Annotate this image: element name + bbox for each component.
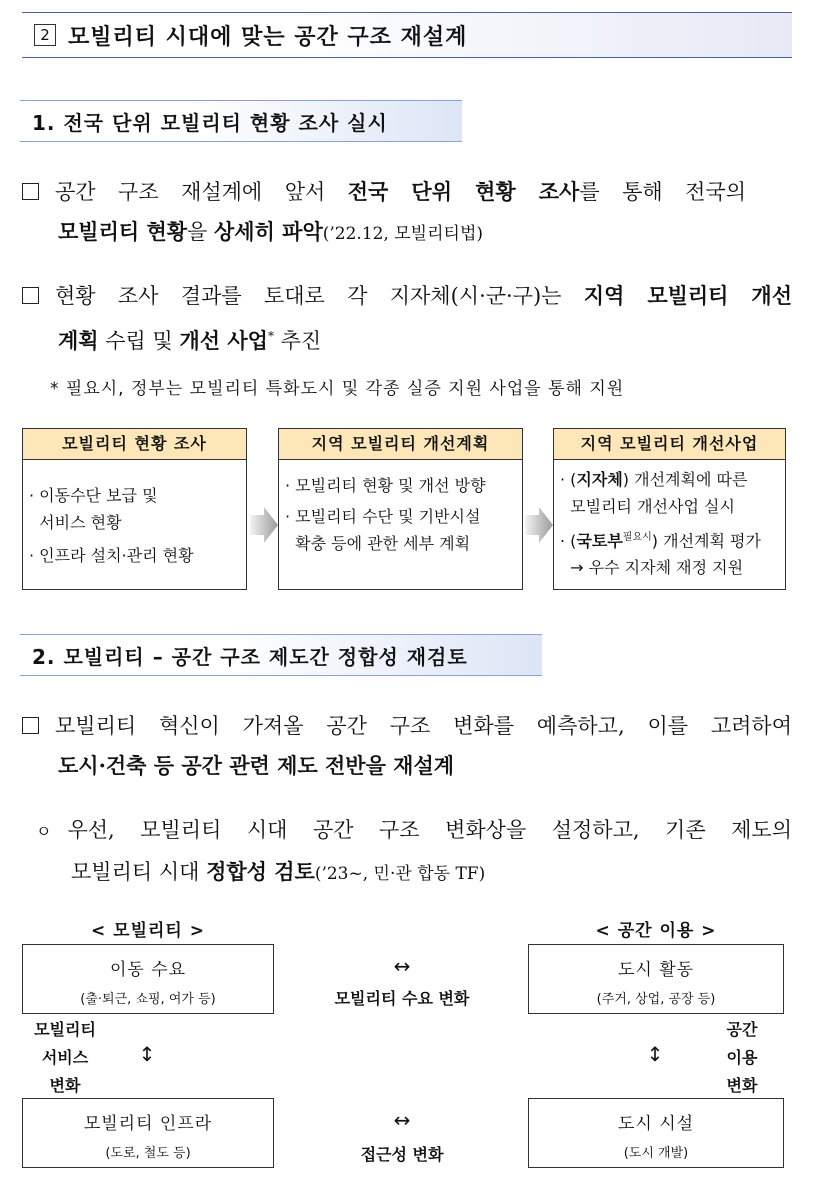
text: 을	[187, 220, 214, 244]
section-title-bar	[22, 12, 792, 58]
text: 모빌리티	[34, 1020, 96, 1039]
flow-box-survey	[22, 428, 247, 590]
text: 변화	[49, 1076, 81, 1095]
mobility-demand-change-label: 모빌리티 수요 변화	[334, 989, 470, 1008]
text: ) 개선계획에 따른	[622, 470, 748, 489]
checkbox-bullet	[22, 717, 39, 734]
box-title: 도시 활동	[617, 960, 695, 980]
subsection-1-title: 1. 전국 단위 모빌리티 현황 조사 실시	[20, 100, 462, 142]
left-side-label	[20, 1016, 110, 1100]
flow-box-header: 지역 모빌리티 개선계획	[279, 429, 522, 460]
text: 변화	[726, 1076, 758, 1095]
paragraph-4	[36, 810, 796, 894]
bidirectional-arrow-icon: ↔	[393, 954, 411, 978]
box-title: 이동 수요	[109, 960, 187, 980]
section-number: 2	[34, 24, 56, 46]
right-arrow-icon	[525, 505, 555, 545]
box-mobility-infra	[22, 1098, 274, 1168]
flow-item: 확충 등에 관한 세부 계획	[285, 534, 471, 553]
bidirectional-arrow-icon: ↔	[393, 1108, 411, 1132]
vertical-arrow-icon: ↕	[646, 1042, 664, 1066]
flow-item: → 우수 지자체 재정 지원	[560, 558, 744, 578]
footnote: * 필요시, 정부는 모빌리티 특화도시 및 각종 실증 지원 사업을 통해 지원	[50, 379, 625, 399]
text: 모빌리티 혁신이 가져올 공간 구조 변화를 예측하고, 이를 고려하여	[55, 714, 792, 738]
paragraph-2	[22, 276, 798, 361]
flow-item: · 모빌리티 수단 및 기반시설	[285, 507, 481, 526]
right-side-label	[710, 1016, 774, 1100]
bold-text: 개선 사업	[179, 328, 268, 353]
right-arrow-icon	[250, 505, 280, 545]
text: 우선, 모빌리티 시대 공간 구조 변화상을 설정하고, 기존 제도의	[67, 818, 792, 842]
box-mobility-demand	[22, 944, 274, 1014]
text: · (	[560, 531, 577, 551]
text: 모빌리티 시대	[71, 860, 207, 884]
subsection-2-title: 2. 모빌리티 – 공간 구조 제도간 정합성 재검토	[20, 634, 542, 676]
flow-item: · 이동수단 보급 및	[29, 486, 158, 505]
footnote-mark: *	[267, 329, 274, 343]
text: 수립 및	[98, 329, 180, 353]
circle-bullet: ㅇ	[36, 822, 52, 841]
bold-text: 계획	[58, 328, 99, 353]
text: · (	[560, 470, 577, 489]
bold-text: 지자체	[576, 470, 623, 489]
flow-box-header: 모빌리티 현황 조사	[23, 429, 246, 460]
superscript: 필요시	[622, 532, 652, 543]
text: 현황 조사 결과를 토대로 각 지자체(시·군·구)는	[55, 284, 584, 308]
box-subtitle: (도로, 철도 등)	[105, 1146, 191, 1161]
flow-box-plan	[278, 428, 523, 590]
paragraph-3	[22, 706, 798, 786]
diagram-left-heading: < 모빌리티 >	[90, 921, 205, 941]
text: 공간	[726, 1020, 758, 1039]
flow-item	[560, 466, 779, 493]
flow-item: · 인프라 설치·관리 현황	[29, 546, 194, 565]
paragraph-1	[22, 172, 798, 254]
box-urban-activity	[528, 944, 784, 1014]
box-title: 모빌리티 인프라	[83, 1114, 213, 1134]
bold-text: 도시·건축 등 공간 관련 제도 전반을 재설계	[58, 753, 455, 778]
bold-text: 지역 모빌리티 개선	[583, 283, 792, 308]
flow-item: 모빌리티 개선사업 실시	[560, 497, 735, 516]
vertical-arrow-icon: ↕	[138, 1042, 156, 1066]
section-title: 모빌리티 시대에 맞는 공간 구조 재설계	[68, 24, 468, 50]
box-urban-facility	[528, 1098, 784, 1168]
flow-item: · 모빌리티 현황 및 개선 방향	[285, 476, 486, 495]
bold-text: 정합성 검토	[206, 859, 315, 884]
bold-text: 국토부	[576, 531, 623, 551]
text: 이용	[726, 1048, 758, 1067]
text: ) 개선계획 평가	[651, 531, 761, 551]
flow-box-project	[553, 428, 786, 590]
text: (’23~, 민·관 합동 TF)	[314, 864, 486, 884]
text: (’22.12, 모빌리티법)	[322, 224, 484, 244]
bold-text: 모빌리티 현황	[58, 219, 188, 244]
bold-text: 상세히 파악	[214, 219, 323, 244]
box-title: 도시 시설	[617, 1114, 695, 1134]
flow-box-header: 지역 모빌리티 개선사업	[554, 429, 785, 460]
bold-text: 전국 단위 현황 조사	[347, 179, 580, 204]
checkbox-bullet	[22, 183, 39, 200]
box-subtitle: (도시 개발)	[623, 1146, 689, 1161]
text: 서비스	[41, 1048, 89, 1067]
box-subtitle: (출·퇴근, 쇼핑, 여가 등)	[80, 992, 216, 1007]
text: 를 통해 전국의	[579, 180, 746, 204]
diagram-right-heading: < 공간 이용 >	[595, 921, 717, 941]
flow-item: 서비스 현황	[29, 513, 122, 532]
flow-item	[560, 524, 779, 554]
accessibility-change-label: 접근성 변화	[360, 1145, 444, 1164]
checkbox-bullet	[22, 287, 39, 304]
text: 공간 구조 재설계에 앞서	[55, 180, 348, 204]
text: 추진	[273, 329, 322, 353]
box-subtitle: (주거, 상업, 공장 등)	[596, 992, 716, 1007]
